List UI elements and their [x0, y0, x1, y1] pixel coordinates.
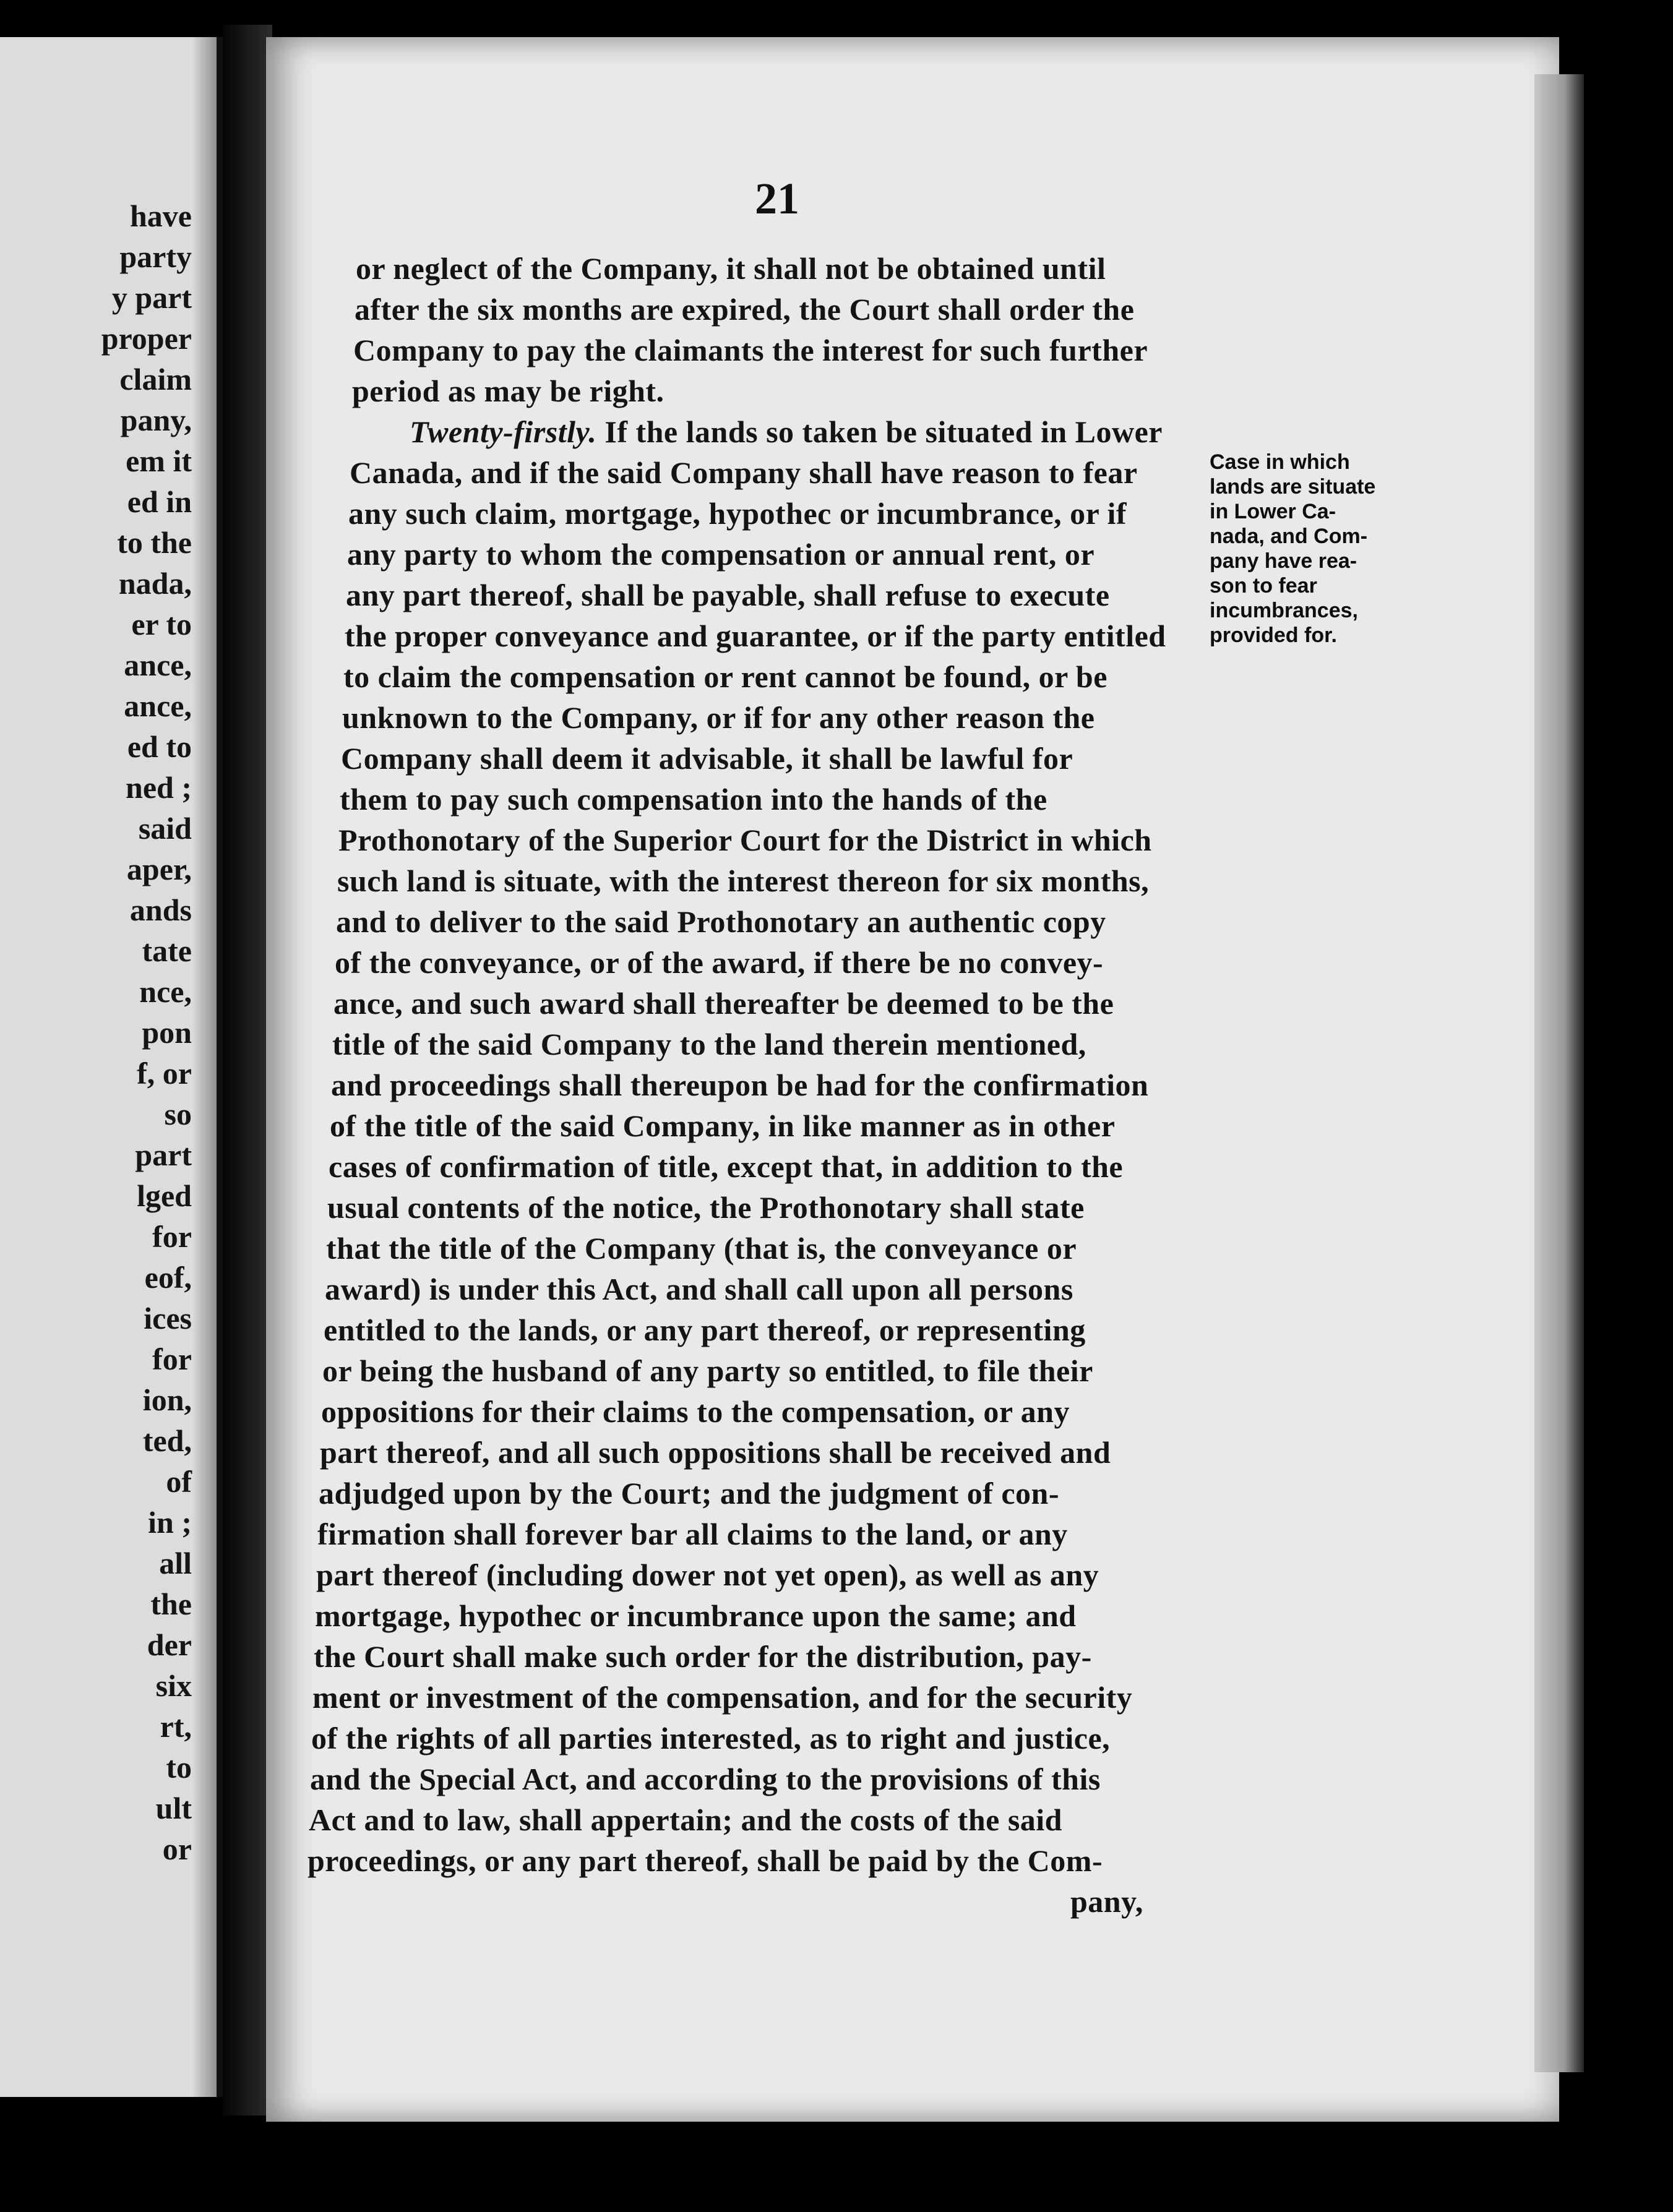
left-page-line: ance, [124, 648, 192, 682]
body-line [410, 414, 1163, 450]
body-line: usual contents of the notice, the Prothonotary shall state [327, 1190, 1085, 1225]
body-line: firmation shall forever bar all claims to the land, or any [317, 1517, 1068, 1551]
body-line: of the conveyance, or of the award, if there be no convey- [335, 945, 1104, 980]
body-line: any such claim, mortgage, hypothec or incumbrance, or if [348, 496, 1127, 531]
left-page-line: tate [142, 933, 192, 968]
left-page-line: for [152, 1219, 192, 1254]
left-page-line: the [150, 1587, 192, 1621]
page-edge-stack [1534, 74, 1584, 2072]
paragraph-lead: Twenty-firstly. [410, 414, 597, 449]
left-page-line: to [166, 1750, 192, 1785]
left-page-shadow [192, 37, 217, 2097]
left-page-fragment [0, 37, 223, 2097]
left-page-line: party [119, 239, 192, 274]
left-page-line: for [152, 1342, 192, 1376]
body-line: award) is under this Act, and shall call upon all persons [325, 1272, 1073, 1306]
left-page-line: six [155, 1668, 192, 1703]
left-page-line: er to [131, 607, 192, 641]
left-page-line: rt, [160, 1709, 192, 1744]
left-page-line: of [166, 1464, 192, 1499]
left-page-line: f, or [137, 1056, 192, 1091]
body-line: and to deliver to the said Prothonotary an authentic copy [336, 904, 1106, 939]
left-page-line: to the [117, 525, 192, 560]
left-page-line: aper, [126, 852, 192, 886]
left-page-line: have [130, 199, 192, 233]
page-number: 21 [755, 174, 799, 223]
body-line: period as may be right. [352, 374, 664, 408]
body-line: the proper conveyance and guarantee, or if the party entitled [345, 619, 1166, 653]
body-line: pany, [1070, 1884, 1143, 1919]
marginal-note-line: in Lower Ca- [1210, 500, 1336, 523]
left-page-line: all [159, 1546, 192, 1580]
body-line: that the title of the Company (that is, the conveyance or [326, 1231, 1077, 1266]
marginal-note-line: lands are situate [1210, 475, 1376, 499]
left-page-line: der [147, 1627, 192, 1662]
left-page-line: or [162, 1832, 192, 1866]
left-page-line: in ; [148, 1505, 192, 1540]
body-line: part thereof, and all such oppositions shall be received and [320, 1435, 1111, 1470]
left-page-line: ed to [127, 729, 192, 764]
left-page-line: ion, [142, 1382, 192, 1417]
marginal-note-line: Case in which [1210, 450, 1350, 474]
body-line: title of the said Company to the land therein mentioned, [332, 1027, 1086, 1061]
body-line: of the rights of all parties interested, as to right and justice, [311, 1721, 1111, 1755]
body-line: or being the husband of any party so entitled, to file their [322, 1353, 1093, 1388]
marginal-note-line: pany have rea- [1210, 549, 1357, 573]
left-page-line: y part [111, 280, 192, 315]
body-line: any part thereof, shall be payable, shall refuse to execute [346, 578, 1110, 612]
body-line: proceedings, or any part thereof, shall be paid by the Com- [308, 1843, 1103, 1878]
body-line: entitled to the lands, or any part thereof, or representing [324, 1313, 1086, 1347]
body-line: them to pay such compensation into the hands of the [340, 782, 1047, 817]
body-line: oppositions for their claims to the compensation, or any [321, 1394, 1070, 1429]
left-page-line: lged [137, 1178, 192, 1213]
body-line: after the six months are expired, the Court shall order the [355, 292, 1135, 327]
left-page-line: ned ; [126, 770, 192, 805]
body-line: any party to whom the compensation or annual rent, or [347, 537, 1095, 572]
left-page-line: ices [144, 1301, 192, 1335]
left-page-line: proper [101, 321, 192, 356]
marginal-note-line: incumbrances, [1210, 599, 1358, 622]
left-page-line: ted, [142, 1423, 192, 1458]
body-line: ance, and such award shall thereafter be deemed to be the [333, 986, 1114, 1021]
body-line: or neglect of the Company, it shall not be obtained until [356, 251, 1106, 286]
body-line: Canada, and if the said Company shall have reason to fear [350, 455, 1138, 490]
left-page-line: part [135, 1138, 192, 1172]
body-line: cases of confirmation of title, except that, in addition to the [329, 1149, 1124, 1184]
body-line: part thereof (including dower not yet open), as well as any [316, 1558, 1099, 1592]
left-page-line: eof, [144, 1260, 192, 1295]
left-page-line: em it [126, 444, 192, 478]
body-line: Prothonotary of the Superior Court for the District in which [338, 823, 1152, 857]
left-page-line: so [164, 1097, 192, 1131]
body-line: Company to pay the claimants the interest for such further [353, 333, 1148, 367]
paragraph-lead-rest: If the lands so taken be situated in Lower [596, 414, 1163, 449]
left-page-line: pany, [120, 403, 192, 437]
left-page-line: nce, [139, 974, 192, 1009]
body-line: the Court shall make such order for the distribution, pay- [314, 1639, 1092, 1674]
body-line: to claim the compensation or rent cannot be found, or be [343, 659, 1107, 694]
left-page-line: ult [155, 1791, 192, 1825]
left-page-line: claim [119, 362, 192, 397]
left-page-line: ed in [127, 484, 192, 519]
body-line: unknown to the Company, or if for any other reason the [342, 700, 1095, 735]
body-line: and the Special Act, and according to the provisions of this [310, 1762, 1101, 1796]
body-line: mortgage, hypothec or incumbrance upon the same; and [315, 1598, 1077, 1633]
left-page-line: ands [129, 893, 192, 927]
body-line: and proceedings shall thereupon be had for the confirmation [331, 1068, 1149, 1102]
body-line: adjudged upon by the Court; and the judgment of con- [319, 1476, 1059, 1511]
left-page-line: nada, [118, 566, 192, 601]
marginal-note-line: provided for. [1210, 624, 1337, 647]
marginal-note-line: nada, and Com- [1210, 525, 1368, 548]
left-page-line: ance, [124, 688, 192, 723]
marginal-note-line: son to fear [1210, 574, 1317, 598]
body-line: Act and to law, shall appertain; and the costs of the said [309, 1803, 1062, 1837]
body-line: Company shall deem it advisable, it shall be lawful for [341, 741, 1073, 776]
body-line: ment or investment of the compensation, and for the security [312, 1680, 1133, 1715]
body-line: such land is situate, with the interest thereon for six months, [337, 864, 1150, 898]
body-line: of the title of the said Company, in like manner as in other [330, 1108, 1116, 1143]
left-page-line: pon [142, 1015, 192, 1050]
book-gutter [223, 25, 272, 2116]
left-page-line: said [138, 811, 192, 846]
